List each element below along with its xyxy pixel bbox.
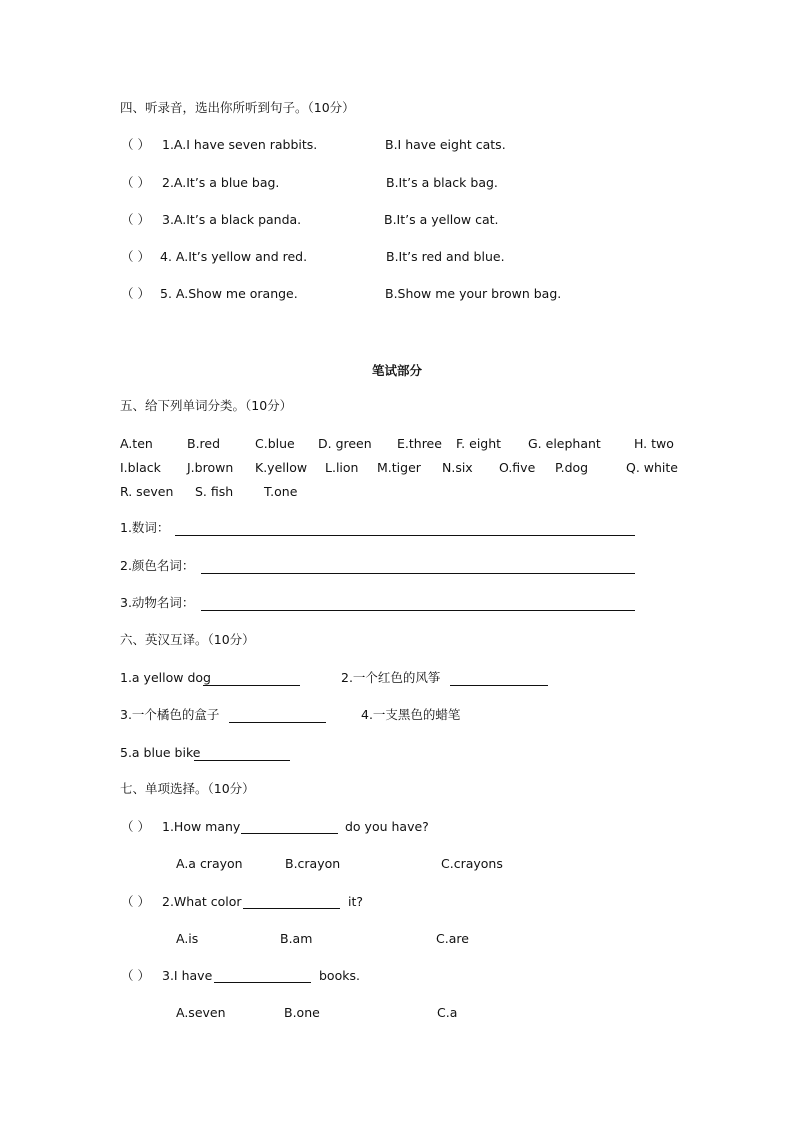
choice-c: C.a [437,1005,458,1020]
category-colors-blank[interactable] [201,573,635,574]
translation-item: 2.一个红色的风筝 [341,670,441,685]
translation-blank[interactable] [450,685,548,686]
choice-c: C.crayons [441,856,503,871]
translation-blank[interactable] [203,685,300,686]
section-5-title: 五、给下列单词分类。（10分） [120,398,293,413]
option-a: 4. A.It’s yellow and red. [160,249,308,264]
word-option: K.yellow [255,460,308,475]
answer-paren[interactable]: （ ） [121,819,150,834]
word-option: C.blue [255,436,295,451]
word-option: F. eight [456,436,502,451]
question-tail: it? [348,894,364,909]
choice-c: C.are [436,931,469,946]
question-stem: 1.How many [162,819,241,834]
answer-paren[interactable]: （ ） [121,137,150,152]
word-option: M.tiger [377,460,421,475]
choice-a: A.is [176,931,199,946]
question-blank[interactable] [243,908,340,909]
word-option: G. elephant [528,436,601,451]
written-part-heading: 笔试部分 [371,363,422,378]
word-option: H. two [634,436,674,451]
word-option: T.one [264,484,298,499]
question-tail: do you have? [345,819,429,834]
choice-b: B.am [280,931,313,946]
section-7-title: 七、单项选择。（10分） [120,781,255,796]
word-option: Q. white [626,460,678,475]
choice-a: A.seven [176,1005,226,1020]
answer-paren[interactable]: （ ） [121,968,150,983]
translation-item: 5.a blue bike [120,745,201,760]
category-numbers-label: 1.数词： [120,520,170,535]
word-option: E.three [397,436,442,451]
word-option: B.red [187,436,221,451]
section-6-title: 六、英汉互译。（10分） [120,632,255,647]
word-option: A.ten [120,436,153,451]
question-stem: 3.I have [162,968,213,983]
question-blank[interactable] [214,982,311,983]
choice-a: A.a crayon [176,856,243,871]
option-a: 1.A.I have seven rabbits. [162,137,318,152]
question-blank[interactable] [241,833,338,834]
option-a: 5. A.Show me orange. [160,286,298,301]
answer-paren[interactable]: （ ） [121,894,150,909]
answer-paren[interactable]: （ ） [121,286,150,301]
word-option: O.five [499,460,536,475]
question-stem: 2.What color [162,894,242,909]
option-a: 3.A.It’s a black panda. [162,212,302,227]
translation-item: 1.a yellow dog [120,670,211,685]
option-a: 2.A.It’s a blue bag. [162,175,280,190]
category-animals-blank[interactable] [201,610,635,611]
option-b: B.I have eight cats. [385,137,506,152]
option-b: B.Show me your brown bag. [385,286,562,301]
option-b: B.It’s a black bag. [386,175,498,190]
option-b: B.It’s a yellow cat. [384,212,499,227]
answer-paren[interactable]: （ ） [121,249,150,264]
word-option: N.six [442,460,473,475]
choice-b: B.crayon [285,856,341,871]
word-option: L.lion [325,460,359,475]
section-4-title: 四、听录音，选出你所听到句子。（10分） [120,100,355,115]
translation-item: 4.一支黑色的蜡笔 [361,707,461,722]
word-option: I.black [120,460,161,475]
word-option: D. green [318,436,372,451]
category-animals-label: 3.动物名词： [120,595,195,610]
word-option: S. fish [195,484,234,499]
option-b: B.It’s red and blue. [386,249,505,264]
word-option: P.dog [555,460,589,475]
translation-blank[interactable] [229,722,326,723]
word-option: R. seven [120,484,174,499]
choice-b: B.one [284,1005,320,1020]
answer-paren[interactable]: （ ） [121,175,150,190]
translation-blank[interactable] [194,760,290,761]
question-tail: books. [319,968,360,983]
answer-paren[interactable]: （ ） [121,212,150,227]
translation-item: 3.一个橘色的盒子 [120,707,220,722]
word-option: J.brown [187,460,234,475]
category-colors-label: 2.颜色名词： [120,558,195,573]
category-numbers-blank[interactable] [175,535,635,536]
